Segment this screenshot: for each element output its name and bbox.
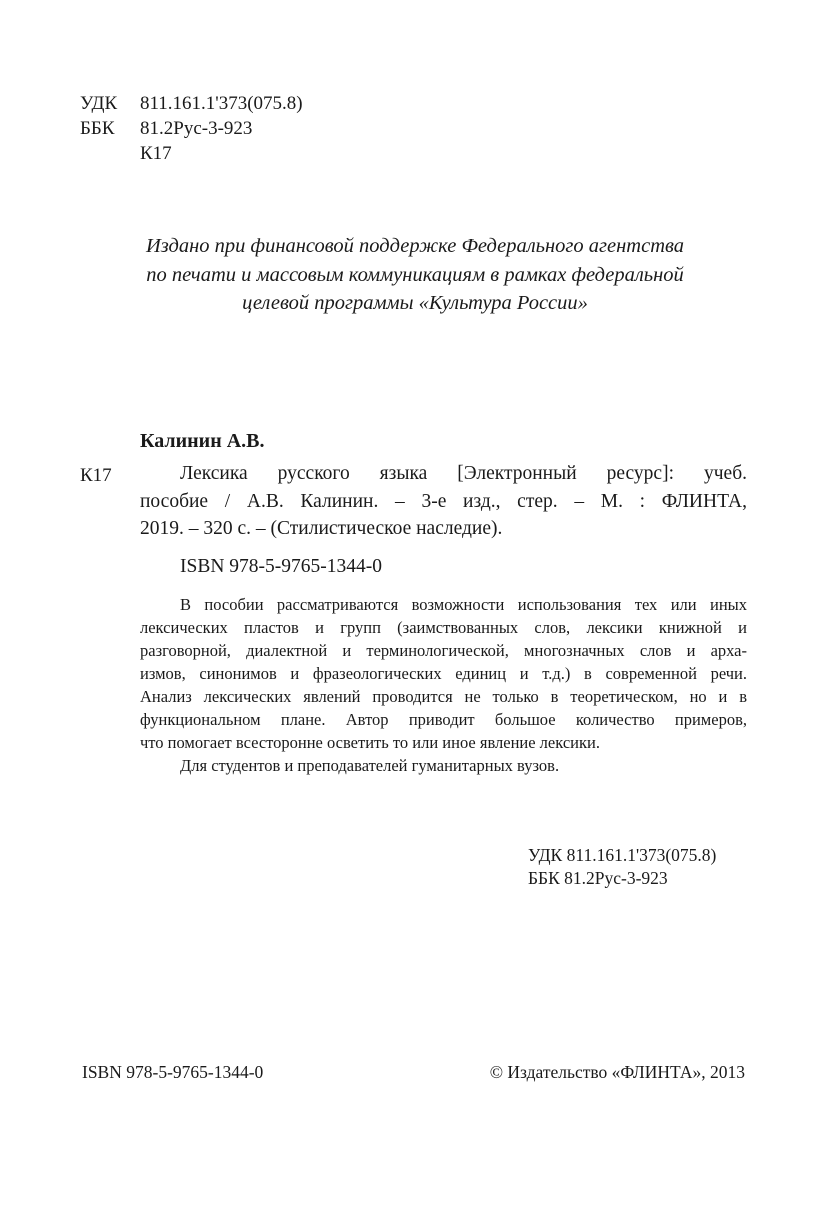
annotation-line: В пособии рассматриваются возможности использования тех или иных <box>180 595 747 614</box>
author-mark-top: К17 <box>140 143 172 164</box>
bbk-value: 81.2Рус-3-923 <box>140 118 253 139</box>
copyright-notice: © Издательство «ФЛИНТА», 2013 <box>489 1062 745 1082</box>
description-line: пособие / А.В. Калинин. – 3-е изд., стер. – М. : ФЛИНТА, <box>140 490 747 512</box>
annotation-line: функциональном плане. Автор приводит большое количество примеров, <box>140 710 747 729</box>
udk-top <box>80 91 303 116</box>
funding-line: Издано при финансовой поддержке Федерального агентства <box>145 235 685 257</box>
annotation-line: измов, синонимов и фразеологических единиц и т.д.) в современной речи. <box>140 664 747 683</box>
annotation-line: что помогает всесторонне осветить то или иное явление лексики. <box>140 733 600 752</box>
udk-bottom: УДК 811.161.1'373(075.8) <box>528 845 717 865</box>
author-mark: К17 <box>80 465 112 486</box>
annotation-line: Анализ лексических явлений проводится не только в теоретическом, но и в <box>140 687 747 706</box>
funding-note <box>60 232 770 318</box>
udk-value: 811.161.1'373(075.8) <box>140 93 303 114</box>
footer-isbn: ISBN 978-5-9765-1344-0 <box>82 1062 264 1082</box>
bibliographic-description <box>140 460 747 543</box>
annotation-line: Для студентов и преподавателей гуманитарных вузов. <box>180 756 560 775</box>
annotation-line: лексических пластов и групп (заимствованных слов, лексики книжной и <box>140 618 747 637</box>
author-heading: Калинин А.В. <box>140 430 265 452</box>
bbk-label: ББК <box>80 118 115 139</box>
annotation <box>140 593 747 777</box>
description-line: Лексика русского языка [Электронный ресурс]: учеб. <box>180 463 747 484</box>
isbn-main: ISBN 978-5-9765-1344-0 <box>180 556 383 577</box>
funding-line: целевой программы «Культура России» <box>242 292 588 314</box>
udk-label: УДК <box>80 93 118 114</box>
bbk-bottom: ББК 81.2Рус-3-923 <box>528 868 668 888</box>
annotation-line: разговорной, диалектной и терминологической, многозначных слов и арха- <box>140 641 747 660</box>
bbk-top <box>80 116 252 141</box>
funding-line: по печати и массовым коммуникациям в рамках федеральной <box>146 263 684 286</box>
description-line: 2019. – 320 с. – (Стилистическое наследие). <box>140 518 503 539</box>
